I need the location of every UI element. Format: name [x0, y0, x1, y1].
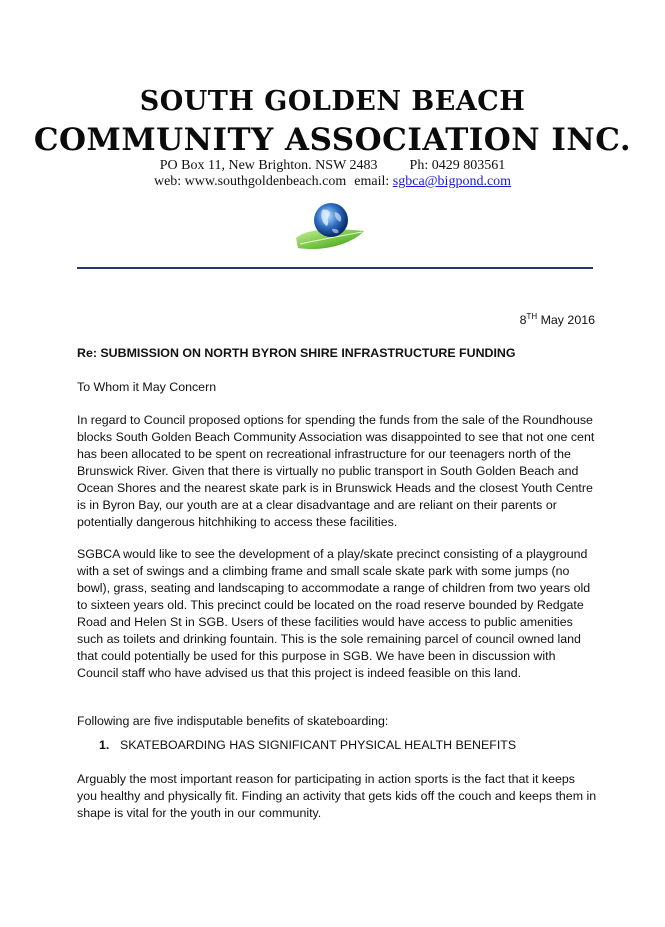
- date-month-year: May 2016: [537, 313, 595, 328]
- globe-on-leaf-icon: [294, 198, 366, 254]
- letter-subject: Re: SUBMISSION ON NORTH BYRON SHIRE INFRASTRUCTURE FUNDING: [77, 346, 516, 360]
- paragraph-2: SGBCA would like to see the development of a play/skate precinct consisting of a playground with a set of swings and a climbing frame and small scale skate park with some jumps (no bowl), grass, seating and landscaping to accommodate a range of children from two years old to sixteen years old. This precinct could be located on the road reserve bounded by Redgate Road and Helen St in SGB. Users of these facilities would have access to public amenities such as toilets and drinking fountain. This is the sole remaining parcel of council owned land that could potentially be used for this purpose in SGB. We have been in discussion with Council staff who have advised us that this project is indeed feasible on this land.: [77, 547, 591, 680]
- paragraph-3: Following are five indisputable benefits of skateboarding:: [77, 714, 389, 728]
- letter-date: [520, 312, 595, 327]
- date-day: 8: [519, 313, 527, 328]
- paragraph-4: Arguably the most important reason for participating in action sports is the fact that it keeps you healthy and physically fit. Finding an activity that gets kids off the couch and keeps them in shape is vital for the youth in our community.: [77, 772, 597, 820]
- phone-number: Ph: 0429 803561: [409, 158, 506, 173]
- contact-line-address: [0, 158, 665, 174]
- po-box-address: PO Box 11, New Brighton. NSW 2483: [159, 158, 378, 173]
- org-name-line-2: COMMUNITY ASSOCIATION INC.: [33, 122, 632, 158]
- list-item: [99, 738, 516, 752]
- email-label: email:: [354, 174, 390, 189]
- contact-line-web: [0, 174, 665, 190]
- date-suffix: TH: [526, 312, 538, 321]
- list-number: 1.: [99, 738, 110, 752]
- website: web: www.southgoldenbeach.com: [153, 174, 347, 189]
- email-link[interactable]: sgbca@bigpond.com: [392, 174, 512, 189]
- list-item-text: SKATEBOARDING HAS SIGNIFICANT PHYSICAL HEALTH BENEFITS: [120, 738, 517, 752]
- letterhead-divider: [77, 267, 593, 269]
- paragraph-1: In regard to Council proposed options for spending the funds from the sale of the Roundhouse blocks South Golden Beach Community Association was disappointed to see that not one cent has been allocated to be spent on recreational infrastructure for our teenagers north of the Brunswick River. Given that there is virtually no public transport in South Golden Beach and Ocean Shores and the nearest skate park is in Brunswick Heads and the closest Youth Centre is in Byron Bay, our youth are at a clear disadvantage and are reliant on their parents or potentially dangerous hitchhiking to access these facilities.: [77, 413, 595, 529]
- org-name-line-1: SOUTH GOLDEN BEACH: [139, 86, 526, 117]
- letter-greeting: To Whom it May Concern: [77, 380, 217, 394]
